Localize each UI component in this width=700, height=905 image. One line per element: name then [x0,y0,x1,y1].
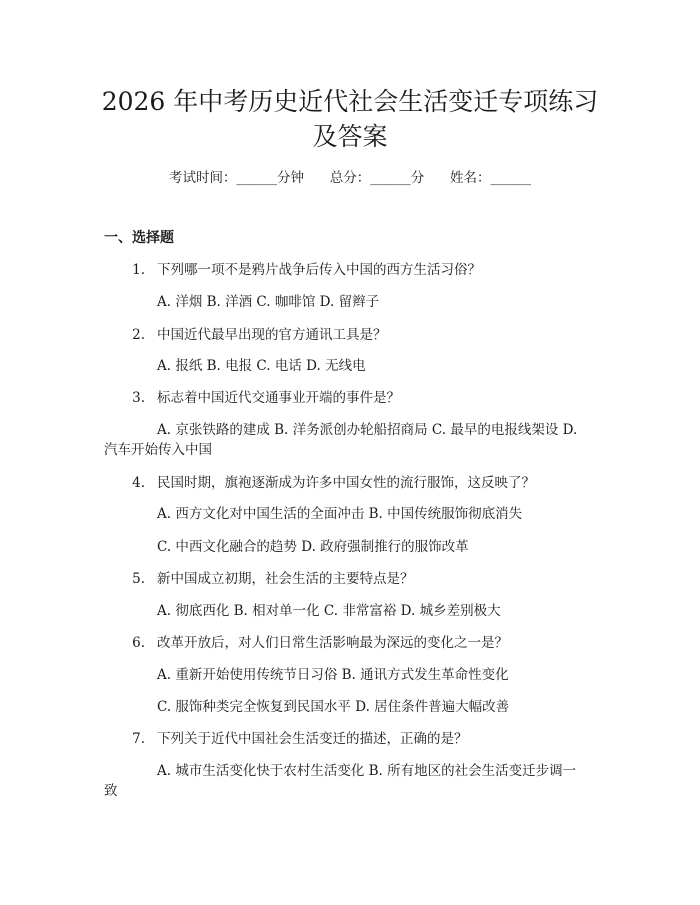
question-text: 改革开放后，对人们日常生活影响最为深远的变化之一是？ [157,635,508,651]
question-options: A. 彻底西化 B. 相对单一化 C. 非常富裕 D. 城乡差别极大 [157,603,501,619]
question-options: A. 西方文化对中国生活的全面冲击 B. 中国传统服饰彻底消失 [157,506,523,522]
question-options: C. 中西文化融合的趋势 D. 政府强制推行的服饰改革 [157,539,469,555]
question-text: 下列哪一项不是鸦片战争后传入中国的西方生活习俗？ [157,262,481,278]
question-text: 新中国成立初期，社会生活的主要特点是？ [157,571,414,587]
document-title-line-2: 及答案 [312,122,388,151]
question-options: A. 重新开始使用传统节日习俗 B. 通讯方式发生革命性变化 [157,667,509,683]
question-number: 2. [132,327,145,343]
question-number: 1. [132,262,145,278]
question-number: 6. [132,635,145,651]
question-options: A. 洋烟 B. 洋酒 C. 咖啡馆 D. 留辫子 [157,294,380,310]
question-options: A. 城市生活变化快于农村生活变化 B. 所有地区的社会生活变迁步调一 [157,763,577,779]
question-options: A. 京张铁路的建成 B. 洋务派创办轮船招商局 C. 最早的电报线架设 D. [157,422,578,438]
question-text: 中国近代最早出现的官方通讯工具是？ [157,327,387,343]
question-text: 下列关于近代中国社会生活变迁的描述，正确的是？ [157,731,468,747]
question-number: 5. [132,571,145,587]
question-options-continued: 致 [104,783,118,799]
question-text: 标志着中国近代交通事业开端的事件是？ [157,390,400,406]
question-number: 3. [132,390,145,406]
question-text: 民国时期，旗袍逐渐成为许多中国女性的流行服饰，这反映了？ [157,475,535,491]
document-title-line-1: 2026 年中考历史近代社会生活变迁专项练习 [101,87,599,116]
question-options: A. 报纸 B. 电报 C. 电话 D. 无线电 [157,358,366,374]
question-options-continued: 汽车开始传入中国 [104,442,212,458]
question-options: C. 服饰种类完全恢复到民国水平 D. 居住条件普遍大幅改善 [157,699,510,715]
exam-info-line: 考试时间：______分钟 总分：______分 姓名：______ [169,170,531,186]
question-number: 7. [132,731,145,747]
question-number: 4. [132,475,145,491]
section-heading: 一、选择题 [104,230,174,246]
